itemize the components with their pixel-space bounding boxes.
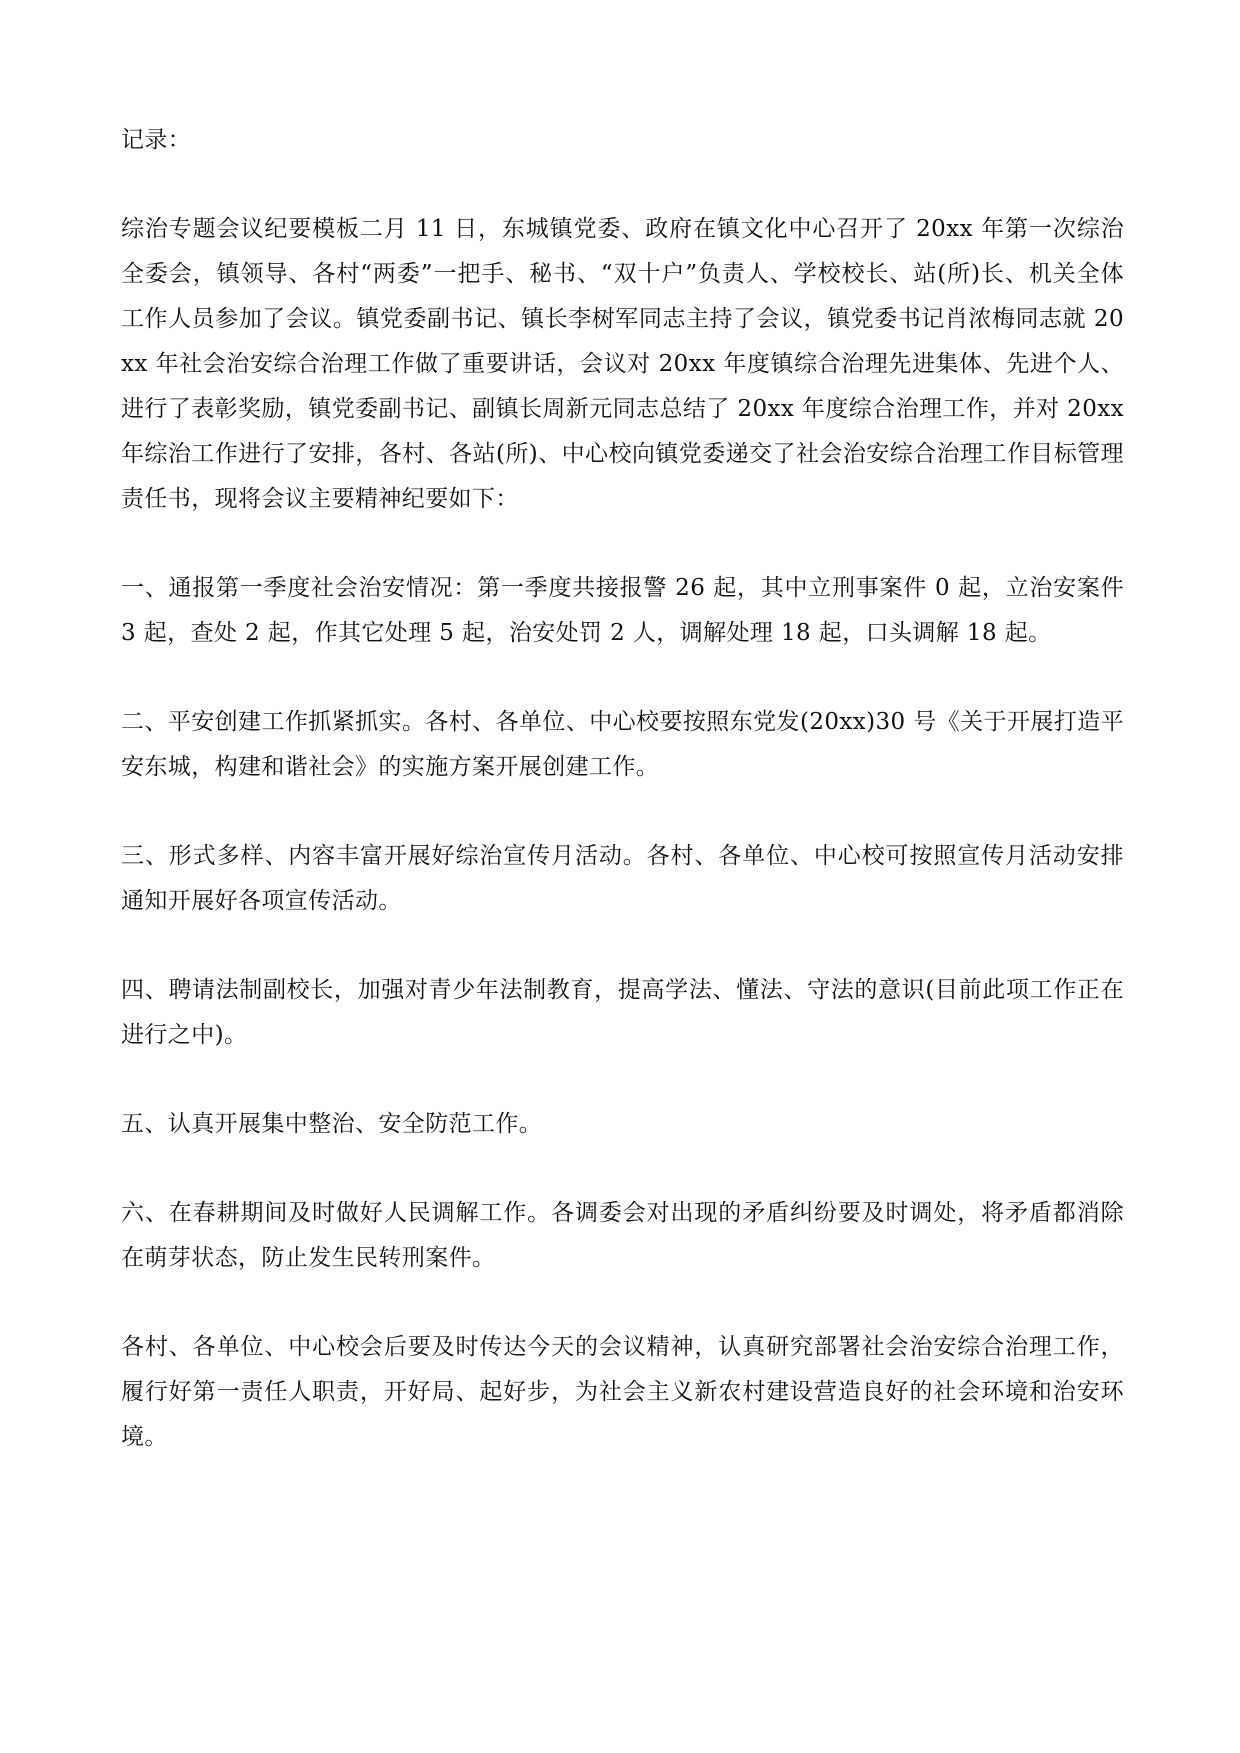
item-4-paragraph: 四、聘请法制副校长，加强对青少年法制教育，提高学法、懂法、守法的意识(目前此项工作正在进行之中)。 xyxy=(121,977,1124,1048)
item-5-paragraph: 五、认真开展集中整治、安全防范工作。 xyxy=(121,1111,543,1137)
item-1-paragraph: 一、通报第一季度社会治安情况：第一季度共接报警 26 起，其中立刑事案件 0 起，立治安案件 3 起，查处 2 起，作其它处理 5 起，治安处罚 2 人，调解处理 18 起，口头调解 18 起。 xyxy=(121,575,1124,646)
meeting-summary-paragraph: 综治专题会议纪要模板二月 11 日，东城镇党委、政府在镇文化中心召开了 20xx 年第一次综治全委会，镇领导、各村“两委”一把手、秘书、“双十户”负责人、学校校长、站(所)长、机关全体工作人员参加了会议。镇党委副书记、镇长李树军同志主持了会议，镇党委书记肖浓梅同志就 20xx 年社会治安综合治理工作做了重要讲话，会议对 20xx 年度镇综合治理先进集体、先进个人、进行了表彰奖励，镇党委副书记、副镇长周新元同志总结了 20xx 年度综合治理工作，并对 20xx 年综治工作进行了安排，各村、各站(所)、中心校向镇党委递交了社会治安综合治理工作目标管理责任书，现将会议主要精神纪要如下： xyxy=(121,216,1124,512)
item-6-paragraph: 六、在春耕期间及时做好人民调解工作。各调委会对出现的矛盾纠纷要及时调处，将矛盾都消除在萌芽状态，防止发生民转刑案件。 xyxy=(121,1200,1124,1271)
closing-paragraph: 各村、各单位、中心校会后要及时传达今天的会议精神，认真研究部署社会治安综合治理工作，履行好第一责任人职责，开好局、起好步，为社会主义新农村建设营造良好的社会环境和治安环境。 xyxy=(121,1334,1124,1450)
item-3-paragraph: 三、形式多样、内容丰富开展好综治宣传月活动。各村、各单位、中心校可按照宣传月活动安排通知开展好各项宣传活动。 xyxy=(121,843,1124,914)
item-2-paragraph: 二、平安创建工作抓紧抓实。各村、各单位、中心校要按照东党发(20xx)30 号《关于开展打造平安东城，构建和谐社会》的实施方案开展创建工作。 xyxy=(121,709,1124,780)
document-body xyxy=(121,118,1124,1504)
record-label: 记录： xyxy=(121,127,192,153)
